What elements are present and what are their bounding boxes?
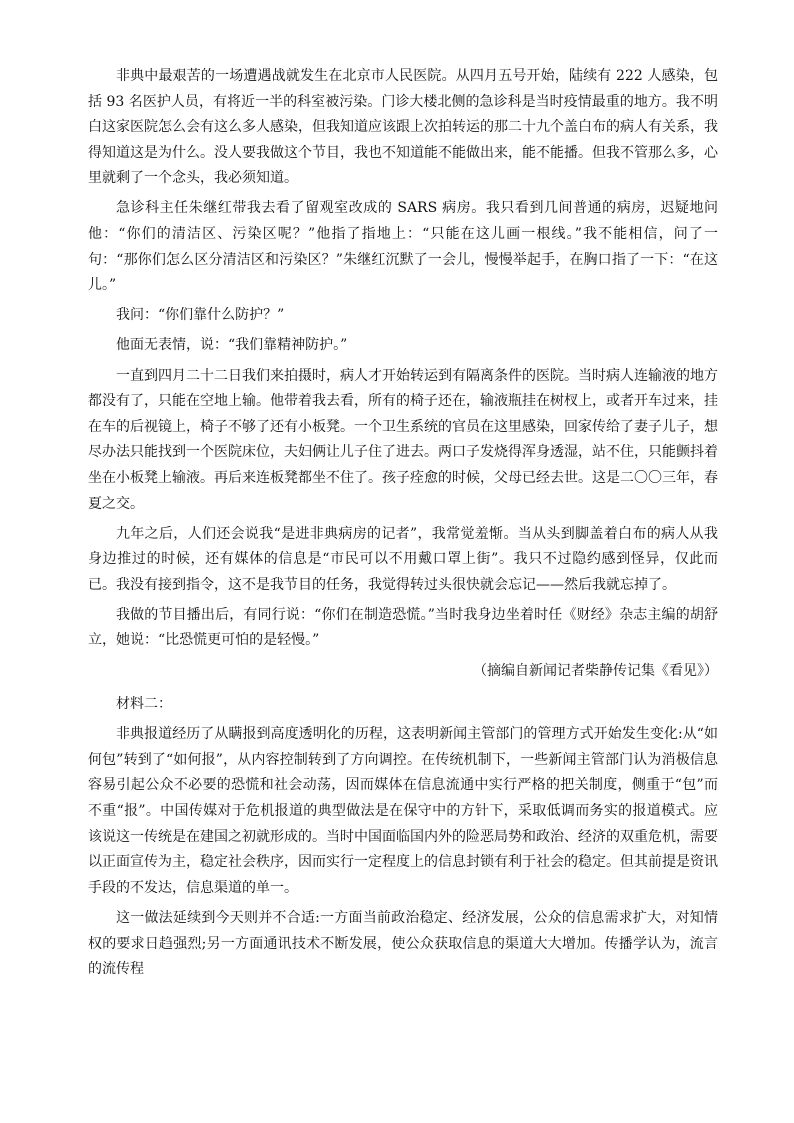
paragraph-answer: 他面无表情，说：“我们靠精神防护。” (116, 337, 348, 354)
paragraph-question: 我问：“你们靠什么防护？” (116, 307, 285, 324)
material-two-label: 材料二： (116, 696, 172, 713)
paragraph-sars-ward: 急诊科主任朱继红带我去看了留观室改成的 SARS 病房。我只看到几间普通的病房，迟疑地问他：“你们的清洁区、污染区呢？”他指了指地上：“只能在这儿画一根线。”我不能相信，问了一句：“那你们怎么区分清洁区和污染区？”朱继红沉默了一会儿，慢慢举起手，在胸口指了一下：“在这儿。” (88, 200, 718, 294)
paragraph-transfer: 一直到四月二十二日我们来拍摄时，病人才开始转运到有隔离条件的医院。当时病人连输液的地方都没有了，只能在空地上输。他带着我去看，所有的椅子还在，输液瓶挂在树杈上，或者开车过来，挂在车的后视镜上，椅子不够了还有小板凳。一个卫生系统的官员在这里感染，回家传给了妻子儿子，想尽办法只能找到一个医院床位，夫妇俩让儿子住了进去。两口子发烧得浑身透湿，站不住，只能颤抖着坐在小板凳上输液。再后来连板凳都坐不住了。孩子痊愈的时候，父母已经去世。这是二〇〇三年，春夏之交。 (88, 367, 718, 512)
source-citation: （摘编自新闻记者柴静传记集《看见》） (473, 662, 718, 679)
paragraph-nine-years-later: 九年之后，人们还会说我“是进非典病房的记者”，我常觉羞惭。当从头到脚盖着白布的病人从我身边推过的时候，还有媒体的信息是“市民可以不用戴口罩上街”。我只不过隐约感到怪异，仅此而已。我没有接到指令，这不是我节目的任务，我觉得转过头很快就会忘记——然后我就忘掉了。 (88, 525, 718, 593)
paragraph-reporting-history: 非典报道经历了从瞒报到高度透明化的历程，这表明新闻主管部门的管理方式开始发生变化:从“如何包”转到了“如何报”，从内容控制转到了方向调控。在传统机制下，一些新闻主管部门认为消极信息容易引起公众不必要的恐慌和社会动荡，因而媒体在信息流通中实行严格的把关制度，侧重于“包”而不重“报”。中国传媒对于危机报道的典型做法是在保守中的方针下，采取低调而务实的报道模式。应该说这一传统是在建国之初就形成的。当时中国面临国内外的险恶局势和政治、经济的双重危机，需要以正面宣传为主，稳定社会秩序，因而实行一定程度上的信息封锁有利于社会的稳定。但其前提是资讯手段的不发达，信息渠道的单一。 (88, 726, 718, 896)
document-body (88, 64, 718, 987)
paragraph-broadcast: 我做的节目播出后，有同行说：“你们在制造恐慌。”当时我身边坐着时任《财经》杂志主编的胡舒立，她说：“比恐慌更可怕的是轻慢。” (88, 606, 718, 649)
paragraph-hospital-outbreak: 非典中最艰苦的一场遭遇战就发生在北京市人民医院。从四月五号开始，陆续有 222 人感染，包括 93 名医护人员，有将近一半的科室被污染。门诊大楼北侧的急诊科是当时疫情最重的地方。我不明白这家医院怎么会有这么多人感染，但我知道应该跟上次拍转运的那二十九个盖白布的病人有关系，我得知道这是为什么。没人要我做这个节目，我也不知道能不能做出来，能不能播。但我不管那么多，心里就剩了一个念头，我必须知道。 (88, 68, 718, 187)
paragraph-today: 这一做法延续到今天则并不合适:一方面当前政治稳定、经济发展，公众的信息需求扩大，对知情权的要求日趋强烈;另一方面通讯技术不断发展，使公众获取信息的渠道大大增加。传播学认为，流言的流传程 (88, 909, 718, 978)
